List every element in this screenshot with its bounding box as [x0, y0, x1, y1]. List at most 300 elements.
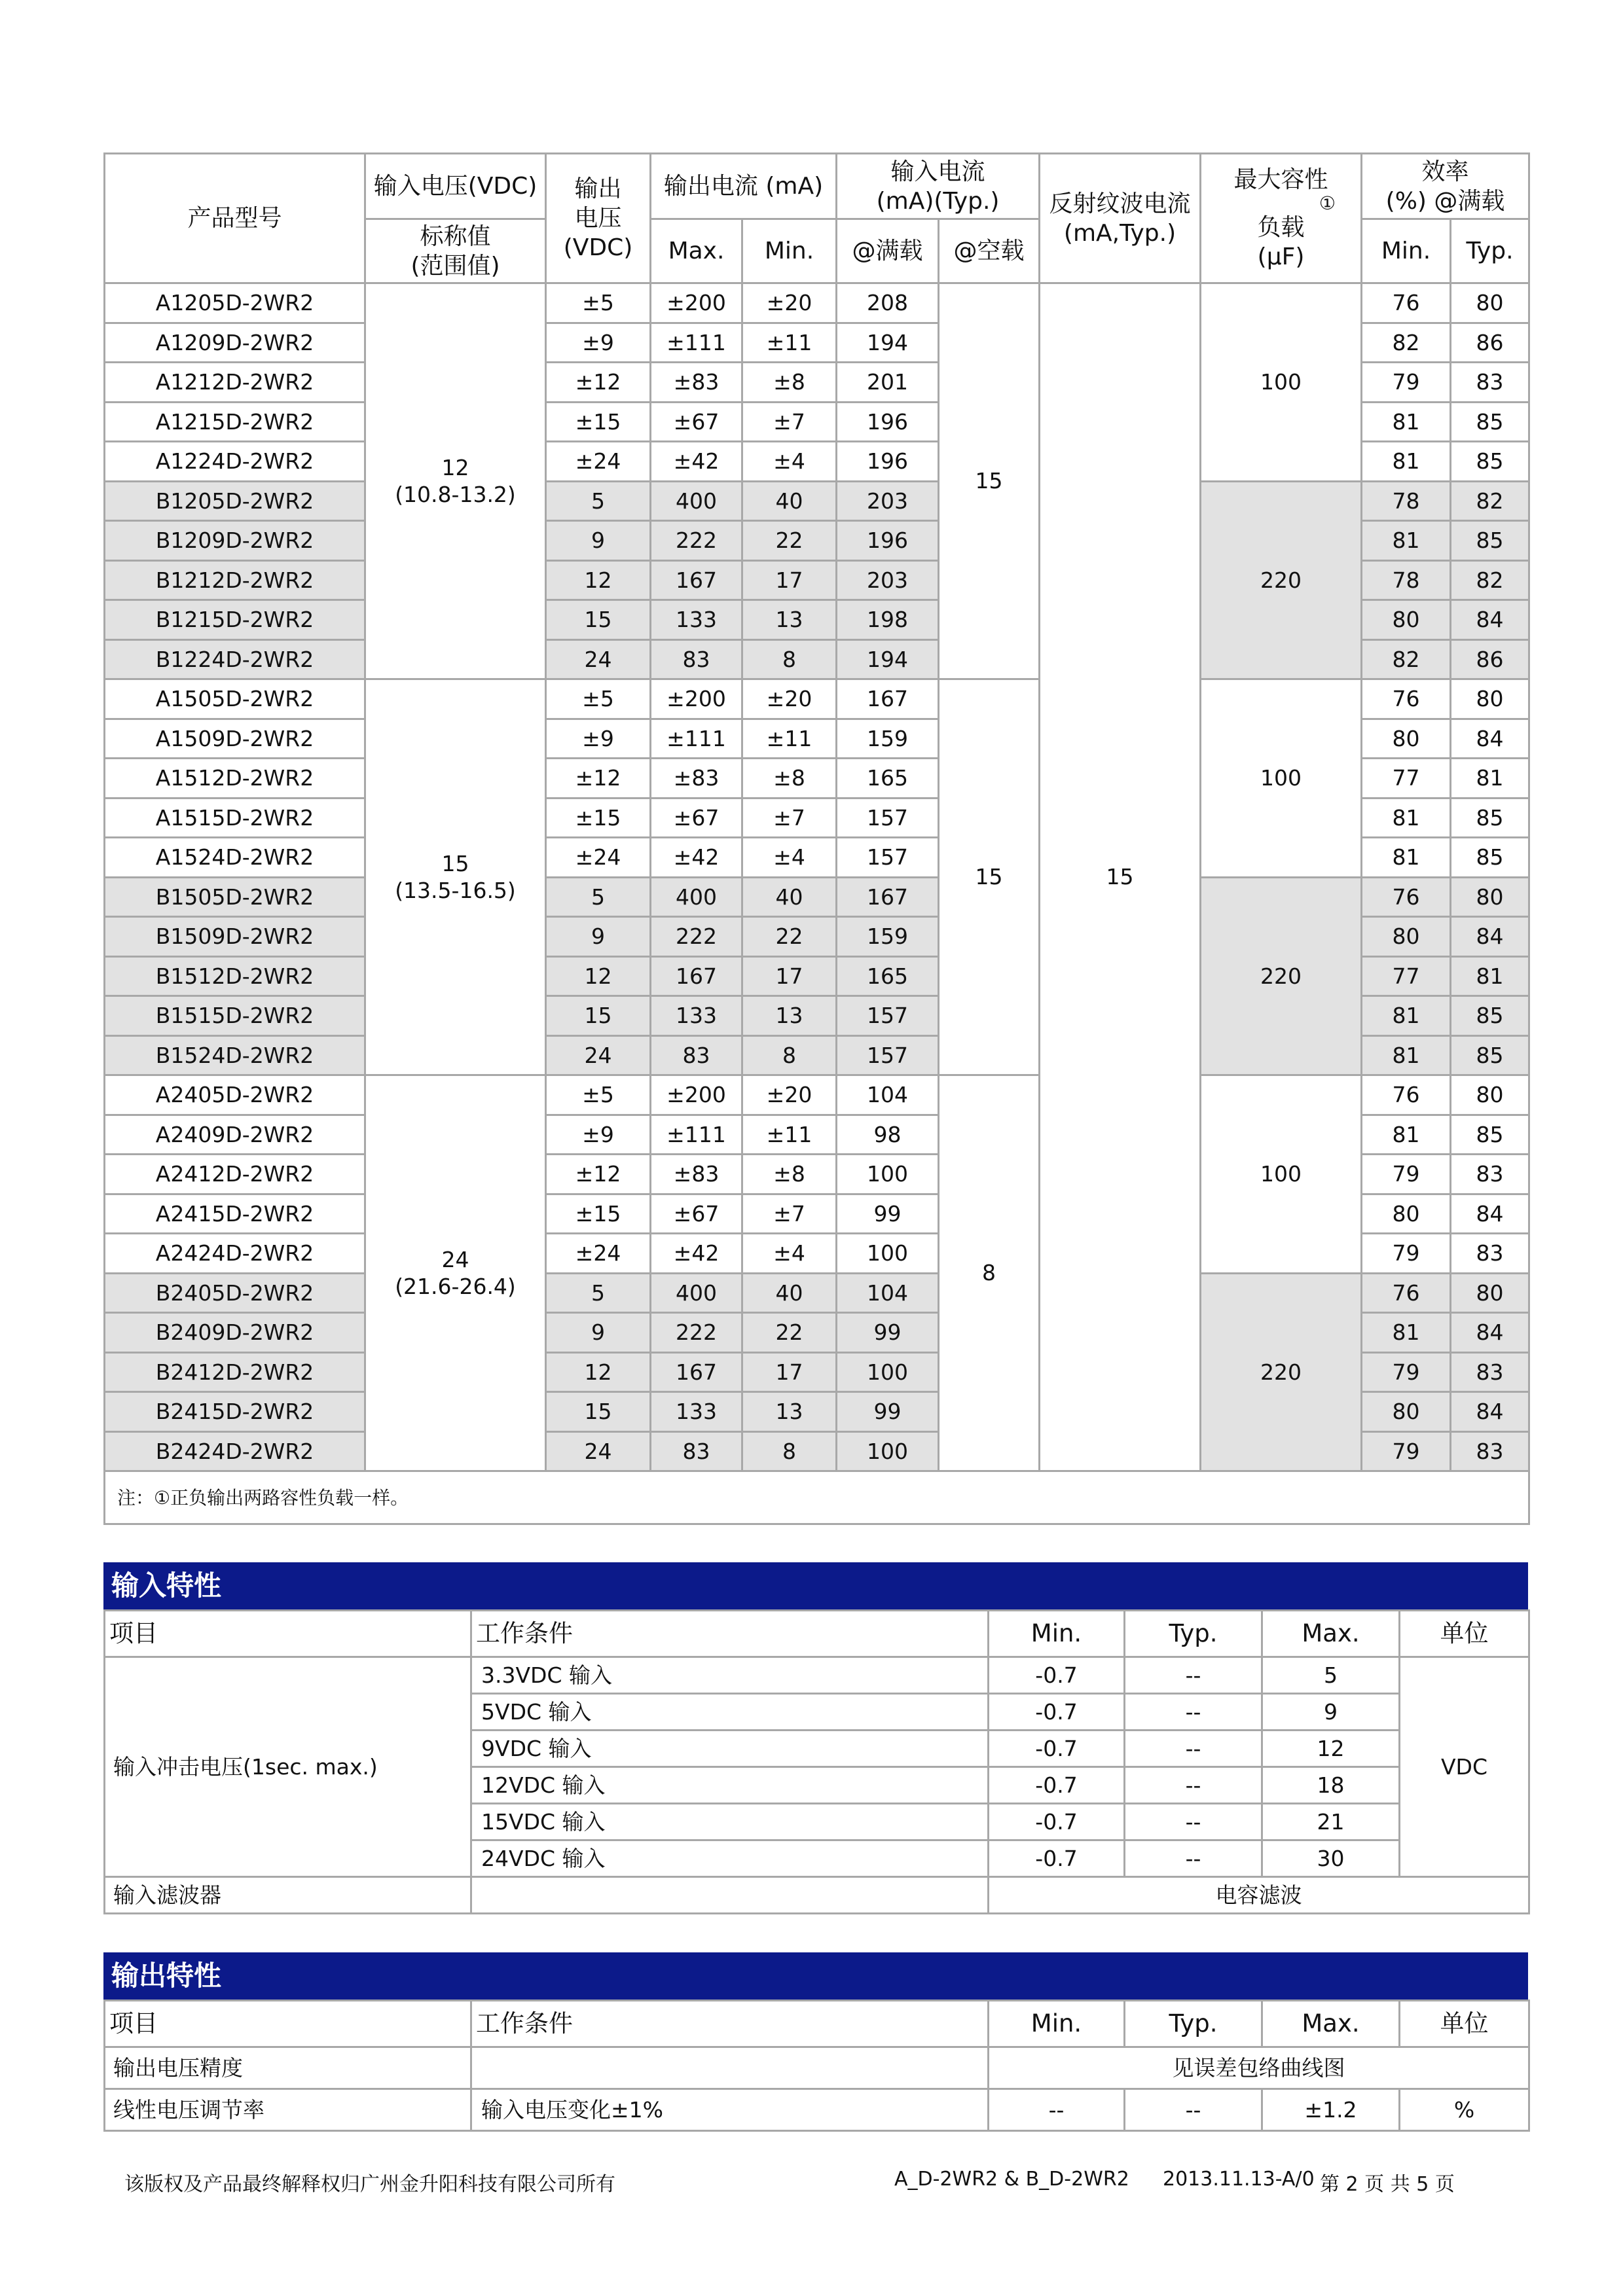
- surge-voltage-label: 输入冲击电压(1sec. max.): [105, 1657, 471, 1877]
- input-filter-condition: [471, 1877, 989, 1914]
- efficiency-typ-cell: 80: [1451, 1075, 1529, 1115]
- header-cap-l1: 最大容性: [1233, 166, 1328, 193]
- table-row: [105, 1075, 1529, 1115]
- model-cell: B2409D-2WR2: [105, 1313, 365, 1353]
- model-cell: B2415D-2WR2: [105, 1392, 365, 1432]
- output-current-max-cell: 400: [651, 1273, 742, 1313]
- line-regulation-unit: %: [1400, 2089, 1529, 2131]
- cap-load-cell: 100: [1201, 679, 1362, 878]
- header-output-voltage-l3: (VDC): [563, 234, 633, 261]
- efficiency-typ-cell: 83: [1451, 363, 1529, 403]
- output-voltage-cell: ±24: [546, 442, 651, 482]
- output-current-min-cell: 40: [742, 1273, 837, 1313]
- header-input-current-l2: (mA)(Typ.): [876, 187, 1000, 215]
- efficiency-typ-cell: 84: [1451, 1194, 1529, 1234]
- surge-condition: 9VDC 输入: [471, 1731, 989, 1767]
- surge-condition: 12VDC 输入: [471, 1767, 989, 1804]
- surge-max: 9: [1262, 1694, 1400, 1731]
- model-cell: B1524D-2WR2: [105, 1035, 365, 1075]
- page-footer: [0, 2168, 1623, 2198]
- cap-load-cell: 220: [1201, 877, 1362, 1075]
- output-voltage-cell: 9: [546, 1313, 651, 1353]
- output-current-min-cell: ±7: [742, 1194, 837, 1234]
- output-voltage-cell: 5: [546, 1273, 651, 1313]
- cap-load-cell: 220: [1201, 481, 1362, 679]
- output-accuracy-condition: [471, 2047, 989, 2089]
- output-voltage-cell: ±9: [546, 323, 651, 363]
- input-current-full-cell: 167: [837, 679, 939, 719]
- efficiency-min-cell: 81: [1362, 798, 1451, 838]
- model-cell: A1215D-2WR2: [105, 402, 365, 442]
- output-current-max-cell: 133: [651, 996, 742, 1036]
- header-nominal-l2: (范围值): [410, 252, 500, 279]
- input-spec-table: [103, 1609, 1530, 1914]
- output-voltage-cell: ±12: [546, 363, 651, 403]
- efficiency-min-cell: 81: [1362, 1035, 1451, 1075]
- input-current-full-cell: 208: [837, 283, 939, 323]
- output-current-max-cell: ±42: [651, 1234, 742, 1274]
- model-cell: A1515D-2WR2: [105, 798, 365, 838]
- model-cell: A1512D-2WR2: [105, 759, 365, 798]
- efficiency-typ-cell: 85: [1451, 1035, 1529, 1075]
- surge-condition: 15VDC 输入: [471, 1804, 989, 1840]
- input-voltage-nominal: 15: [441, 850, 469, 876]
- output-current-max-cell: ±111: [651, 719, 742, 759]
- output-spec-table: [103, 2000, 1530, 2132]
- line-regulation-max: ±1.2: [1262, 2089, 1400, 2131]
- surge-max: 5: [1262, 1657, 1400, 1694]
- output-current-min-cell: 22: [742, 917, 837, 957]
- output-voltage-cell: 12: [546, 956, 651, 996]
- output-voltage-cell: 15: [546, 1392, 651, 1432]
- efficiency-min-cell: 77: [1362, 759, 1451, 798]
- input-current-full-cell: 99: [837, 1392, 939, 1432]
- efficiency-typ-cell: 85: [1451, 838, 1529, 878]
- model-cell: A1205D-2WR2: [105, 283, 365, 323]
- header-output-voltage-l2: 电压: [574, 205, 622, 232]
- output-voltage-cell: ±15: [546, 798, 651, 838]
- efficiency-min-cell: 79: [1362, 363, 1451, 403]
- efficiency-min-cell: 79: [1362, 1155, 1451, 1194]
- surge-max: 12: [1262, 1731, 1400, 1767]
- output-current-max-cell: ±200: [651, 1075, 742, 1115]
- model-cell: B1512D-2WR2: [105, 956, 365, 996]
- efficiency-typ-cell: 83: [1451, 1352, 1529, 1392]
- efficiency-min-cell: 76: [1362, 877, 1451, 917]
- table-row: [105, 679, 1529, 719]
- output-current-max-cell: 167: [651, 956, 742, 996]
- output-header-max: Max.: [1262, 2001, 1400, 2047]
- input-current-full-cell: 100: [837, 1431, 939, 1471]
- input-current-full-cell: 157: [837, 996, 939, 1036]
- efficiency-typ-cell: 83: [1451, 1431, 1529, 1471]
- output-voltage-cell: 9: [546, 521, 651, 561]
- surge-unit: VDC: [1400, 1657, 1529, 1877]
- line-regulation-typ: --: [1125, 2089, 1262, 2131]
- input-current-full-cell: 203: [837, 560, 939, 600]
- surge-min: -0.7: [989, 1657, 1125, 1694]
- efficiency-min-cell: 79: [1362, 1352, 1451, 1392]
- input-current-noload-cell: 8: [939, 1075, 1040, 1471]
- efficiency-typ-cell: 80: [1451, 1273, 1529, 1313]
- output-current-max-cell: ±83: [651, 363, 742, 403]
- output-current-min-cell: ±20: [742, 283, 837, 323]
- model-cell: B1224D-2WR2: [105, 639, 365, 679]
- input-current-full-cell: 203: [837, 481, 939, 521]
- output-current-max-cell: 222: [651, 917, 742, 957]
- output-current-min-cell: 13: [742, 996, 837, 1036]
- surge-condition: 3.3VDC 输入: [471, 1657, 989, 1694]
- efficiency-typ-cell: 85: [1451, 442, 1529, 482]
- output-current-max-cell: ±67: [651, 1194, 742, 1234]
- efficiency-typ-cell: 86: [1451, 639, 1529, 679]
- output-current-min-cell: ±4: [742, 442, 837, 482]
- model-cell: A2415D-2WR2: [105, 1194, 365, 1234]
- efficiency-min-cell: 81: [1362, 442, 1451, 482]
- output-voltage-cell: 9: [546, 917, 651, 957]
- output-current-min-cell: ±8: [742, 759, 837, 798]
- efficiency-typ-cell: 80: [1451, 877, 1529, 917]
- input-header-min: Min.: [989, 1611, 1125, 1657]
- surge-max: 21: [1262, 1804, 1400, 1840]
- input-current-noload-cell: 15: [939, 679, 1040, 1075]
- model-cell: B2424D-2WR2: [105, 1431, 365, 1471]
- input-current-full-cell: 99: [837, 1194, 939, 1234]
- output-current-max-cell: 167: [651, 560, 742, 600]
- table-row: [105, 283, 1529, 323]
- output-current-min-cell: ±20: [742, 1075, 837, 1115]
- output-voltage-cell: ±5: [546, 1075, 651, 1115]
- output-voltage-cell: 5: [546, 877, 651, 917]
- output-current-min-cell: 17: [742, 1352, 837, 1392]
- efficiency-typ-cell: 85: [1451, 996, 1529, 1036]
- model-cell: B1215D-2WR2: [105, 600, 365, 640]
- input-voltage-cell: [365, 283, 546, 679]
- header-output-voltage-l1: 输出: [574, 175, 622, 202]
- input-current-full-cell: 99: [837, 1313, 939, 1353]
- output-current-max-cell: 167: [651, 1352, 742, 1392]
- efficiency-min-cell: 81: [1362, 996, 1451, 1036]
- efficiency-typ-cell: 84: [1451, 719, 1529, 759]
- input-current-full-cell: 100: [837, 1352, 939, 1392]
- model-cell: A2405D-2WR2: [105, 1075, 365, 1115]
- input-current-full-cell: 104: [837, 1075, 939, 1115]
- efficiency-typ-cell: 83: [1451, 1234, 1529, 1274]
- line-regulation-label: 线性电压调节率: [105, 2089, 471, 2131]
- output-voltage-cell: ±9: [546, 1115, 651, 1155]
- output-current-max-cell: ±67: [651, 798, 742, 838]
- output-current-min-cell: 8: [742, 1035, 837, 1075]
- output-current-min-cell: ±7: [742, 798, 837, 838]
- efficiency-min-cell: 76: [1362, 283, 1451, 323]
- input-current-full-cell: 201: [837, 363, 939, 403]
- input-current-full-cell: 194: [837, 639, 939, 679]
- header-output-voltage: [546, 154, 651, 283]
- efficiency-min-cell: 79: [1362, 1431, 1451, 1471]
- model-cell: A1224D-2WR2: [105, 442, 365, 482]
- output-current-min-cell: 40: [742, 481, 837, 521]
- output-current-max-cell: 83: [651, 1035, 742, 1075]
- efficiency-min-cell: 81: [1362, 521, 1451, 561]
- output-header-item: 项目: [105, 2001, 471, 2047]
- input-header-item: 项目: [105, 1611, 471, 1657]
- efficiency-min-cell: 79: [1362, 1234, 1451, 1274]
- efficiency-typ-cell: 85: [1451, 798, 1529, 838]
- table-note: 注：①正负输出两路容性负载一样。: [105, 1471, 1529, 1524]
- efficiency-typ-cell: 84: [1451, 917, 1529, 957]
- input-header-max: Max.: [1262, 1611, 1400, 1657]
- input-current-full-cell: 157: [837, 838, 939, 878]
- input-header-condition: 工作条件: [471, 1611, 989, 1657]
- surge-min: -0.7: [989, 1840, 1125, 1877]
- model-cell: B1205D-2WR2: [105, 481, 365, 521]
- output-current-min-cell: 17: [742, 956, 837, 996]
- output-current-max-cell: ±200: [651, 679, 742, 719]
- efficiency-typ-cell: 81: [1451, 956, 1529, 996]
- surge-condition: 5VDC 输入: [471, 1694, 989, 1731]
- output-current-min-cell: 22: [742, 1313, 837, 1353]
- model-cell: B2412D-2WR2: [105, 1352, 365, 1392]
- input-voltage-cell: [365, 679, 546, 1075]
- output-header-condition: 工作条件: [471, 2001, 989, 2047]
- output-header-min: Min.: [989, 2001, 1125, 2047]
- output-current-max-cell: 400: [651, 481, 742, 521]
- output-current-min-cell: 17: [742, 560, 837, 600]
- footer-page-number: 第 2 页 共 5 页: [1320, 2173, 1455, 2196]
- output-current-min-cell: 8: [742, 639, 837, 679]
- input-voltage-cell: [365, 1075, 546, 1471]
- output-current-min-cell: ±4: [742, 838, 837, 878]
- header-no-load: @空载: [939, 219, 1040, 283]
- output-current-min-cell: ±11: [742, 719, 837, 759]
- input-voltage-range: (13.5-16.5): [395, 878, 516, 903]
- surge-max: 18: [1262, 1767, 1400, 1804]
- output-current-min-cell: ±20: [742, 679, 837, 719]
- header-ripple: [1040, 154, 1201, 283]
- output-accuracy-label: 输出电压精度: [105, 2047, 471, 2089]
- output-voltage-cell: 24: [546, 1431, 651, 1471]
- model-cell: B1505D-2WR2: [105, 877, 365, 917]
- output-voltage-cell: 24: [546, 639, 651, 679]
- surge-typ: --: [1125, 1731, 1262, 1767]
- input-current-full-cell: 196: [837, 521, 939, 561]
- product-spec-table: [103, 152, 1530, 1525]
- output-current-max-cell: 83: [651, 639, 742, 679]
- efficiency-typ-cell: 80: [1451, 283, 1529, 323]
- header-model: 产品型号: [105, 154, 365, 283]
- output-voltage-cell: 12: [546, 1352, 651, 1392]
- output-voltage-cell: ±5: [546, 283, 651, 323]
- header-nominal: [365, 219, 546, 283]
- surge-min: -0.7: [989, 1694, 1125, 1731]
- output-current-max-cell: ±42: [651, 442, 742, 482]
- efficiency-min-cell: 77: [1362, 956, 1451, 996]
- model-cell: A1524D-2WR2: [105, 838, 365, 878]
- model-cell: B1509D-2WR2: [105, 917, 365, 957]
- input-current-full-cell: 194: [837, 323, 939, 363]
- input-header-typ: Typ.: [1125, 1611, 1262, 1657]
- output-voltage-cell: 5: [546, 481, 651, 521]
- output-header-unit: 单位: [1400, 2001, 1529, 2047]
- efficiency-min-cell: 76: [1362, 1273, 1451, 1313]
- input-voltage-range: (21.6-26.4): [395, 1274, 516, 1299]
- surge-min: -0.7: [989, 1767, 1125, 1804]
- spec-table-body: [105, 283, 1529, 1471]
- model-cell: A2409D-2WR2: [105, 1115, 365, 1155]
- efficiency-min-cell: 78: [1362, 560, 1451, 600]
- output-voltage-cell: ±12: [546, 759, 651, 798]
- output-current-max-cell: ±42: [651, 838, 742, 878]
- output-current-max-cell: ±83: [651, 1155, 742, 1194]
- efficiency-typ-cell: 85: [1451, 402, 1529, 442]
- header-cap-l2: 负载: [1257, 214, 1305, 241]
- cap-load-cell: 100: [1201, 283, 1362, 482]
- output-accuracy-value: 见误差包络曲线图: [989, 2047, 1529, 2089]
- efficiency-min-cell: 81: [1362, 1115, 1451, 1155]
- header-full-load: @满载: [837, 219, 939, 283]
- output-current-min-cell: 22: [742, 521, 837, 561]
- output-section-title: 输出特性: [103, 1952, 1528, 2000]
- header-current-max: Max.: [651, 219, 742, 283]
- efficiency-typ-cell: 84: [1451, 1313, 1529, 1353]
- header-efficiency: [1362, 154, 1529, 219]
- output-voltage-cell: 15: [546, 600, 651, 640]
- efficiency-min-cell: 80: [1362, 917, 1451, 957]
- surge-typ: --: [1125, 1840, 1262, 1877]
- efficiency-min-cell: 81: [1362, 838, 1451, 878]
- input-current-full-cell: 159: [837, 719, 939, 759]
- model-cell: B1212D-2WR2: [105, 560, 365, 600]
- output-current-min-cell: 13: [742, 1392, 837, 1432]
- note-marker: ①: [1319, 192, 1336, 214]
- header-nominal-l1: 标称值: [420, 223, 491, 250]
- output-voltage-cell: ±5: [546, 679, 651, 719]
- efficiency-min-cell: 81: [1362, 402, 1451, 442]
- cap-load-cell: 220: [1201, 1273, 1362, 1471]
- header-input-voltage: 输入电压(VDC): [365, 154, 546, 219]
- input-current-full-cell: 98: [837, 1115, 939, 1155]
- header-output-current: 输出电流 (mA): [651, 154, 837, 219]
- input-current-full-cell: 159: [837, 917, 939, 957]
- efficiency-typ-cell: 84: [1451, 1392, 1529, 1432]
- footer-revision: 2013.11.13-A/0: [1163, 2168, 1315, 2191]
- output-voltage-cell: ±24: [546, 1234, 651, 1274]
- efficiency-min-cell: 76: [1362, 1075, 1451, 1115]
- output-current-max-cell: ±83: [651, 759, 742, 798]
- input-current-noload-cell: 15: [939, 283, 1040, 679]
- input-section-title: 输入特性: [103, 1562, 1528, 1609]
- model-cell: A1212D-2WR2: [105, 363, 365, 403]
- output-current-max-cell: 400: [651, 877, 742, 917]
- input-current-full-cell: 196: [837, 442, 939, 482]
- surge-min: -0.7: [989, 1731, 1125, 1767]
- header-eff-l1: 效率: [1421, 158, 1469, 185]
- surge-typ: --: [1125, 1804, 1262, 1840]
- output-current-max-cell: ±67: [651, 402, 742, 442]
- model-cell: B2405D-2WR2: [105, 1273, 365, 1313]
- model-cell: A1505D-2WR2: [105, 679, 365, 719]
- input-current-full-cell: 104: [837, 1273, 939, 1313]
- footer-copyright: 该版权及产品最终解释权归广州金升阳科技有限公司所有: [124, 2173, 615, 2196]
- output-voltage-cell: ±9: [546, 719, 651, 759]
- efficiency-min-cell: 76: [1362, 679, 1451, 719]
- efficiency-typ-cell: 80: [1451, 679, 1529, 719]
- output-current-min-cell: 13: [742, 600, 837, 640]
- input-current-full-cell: 100: [837, 1234, 939, 1274]
- table-row: [105, 877, 1529, 917]
- output-current-max-cell: ±111: [651, 1115, 742, 1155]
- output-current-min-cell: 8: [742, 1431, 837, 1471]
- surge-typ: --: [1125, 1694, 1262, 1731]
- header-current-min: Min.: [742, 219, 837, 283]
- output-current-min-cell: ±7: [742, 402, 837, 442]
- input-current-full-cell: 167: [837, 877, 939, 917]
- output-header-typ: Typ.: [1125, 2001, 1262, 2047]
- header-eff-l2: (%) @满载: [1385, 187, 1505, 215]
- input-current-full-cell: 196: [837, 402, 939, 442]
- input-current-full-cell: 157: [837, 1035, 939, 1075]
- efficiency-min-cell: 78: [1362, 481, 1451, 521]
- header-input-current: [837, 154, 1040, 219]
- model-cell: A1509D-2WR2: [105, 719, 365, 759]
- surge-condition: 24VDC 输入: [471, 1840, 989, 1877]
- input-current-full-cell: 165: [837, 759, 939, 798]
- input-voltage-range: (10.8-13.2): [395, 482, 516, 507]
- header-cap-l3: (μF): [1257, 243, 1305, 270]
- input-current-full-cell: 157: [837, 798, 939, 838]
- efficiency-min-cell: 80: [1362, 1194, 1451, 1234]
- table-row: [105, 481, 1529, 521]
- efficiency-typ-cell: 82: [1451, 481, 1529, 521]
- efficiency-min-cell: 82: [1362, 323, 1451, 363]
- output-current-min-cell: 40: [742, 877, 837, 917]
- output-voltage-cell: ±15: [546, 402, 651, 442]
- input-filter-label: 输入滤波器: [105, 1877, 471, 1914]
- model-cell: A2424D-2WR2: [105, 1234, 365, 1274]
- output-current-max-cell: ±111: [651, 323, 742, 363]
- table-row: [105, 1273, 1529, 1313]
- efficiency-min-cell: 82: [1362, 639, 1451, 679]
- ripple-current-cell: 15: [1040, 283, 1201, 1471]
- output-voltage-cell: ±24: [546, 838, 651, 878]
- output-current-min-cell: ±8: [742, 363, 837, 403]
- input-voltage-nominal: 12: [441, 454, 469, 480]
- input-current-full-cell: 100: [837, 1155, 939, 1194]
- efficiency-typ-cell: 86: [1451, 323, 1529, 363]
- surge-max: 30: [1262, 1840, 1400, 1877]
- output-current-max-cell: 222: [651, 521, 742, 561]
- output-current-min-cell: ±11: [742, 1115, 837, 1155]
- output-current-min-cell: ±8: [742, 1155, 837, 1194]
- header-eff-typ: Typ.: [1451, 219, 1529, 283]
- output-current-max-cell: ±200: [651, 283, 742, 323]
- model-cell: A1209D-2WR2: [105, 323, 365, 363]
- efficiency-min-cell: 81: [1362, 1313, 1451, 1353]
- surge-typ: --: [1125, 1767, 1262, 1804]
- header-ripple-l2: (mA,Typ.): [1063, 219, 1176, 247]
- output-voltage-cell: 12: [546, 560, 651, 600]
- output-current-max-cell: 83: [651, 1431, 742, 1471]
- efficiency-typ-cell: 84: [1451, 600, 1529, 640]
- header-eff-min: Min.: [1362, 219, 1451, 283]
- surge-min: -0.7: [989, 1804, 1125, 1840]
- input-filter-value: 电容滤波: [989, 1877, 1529, 1914]
- line-regulation-min: --: [989, 2089, 1125, 2131]
- input-current-full-cell: 198: [837, 600, 939, 640]
- efficiency-min-cell: 80: [1362, 600, 1451, 640]
- output-voltage-cell: 24: [546, 1035, 651, 1075]
- efficiency-typ-cell: 81: [1451, 759, 1529, 798]
